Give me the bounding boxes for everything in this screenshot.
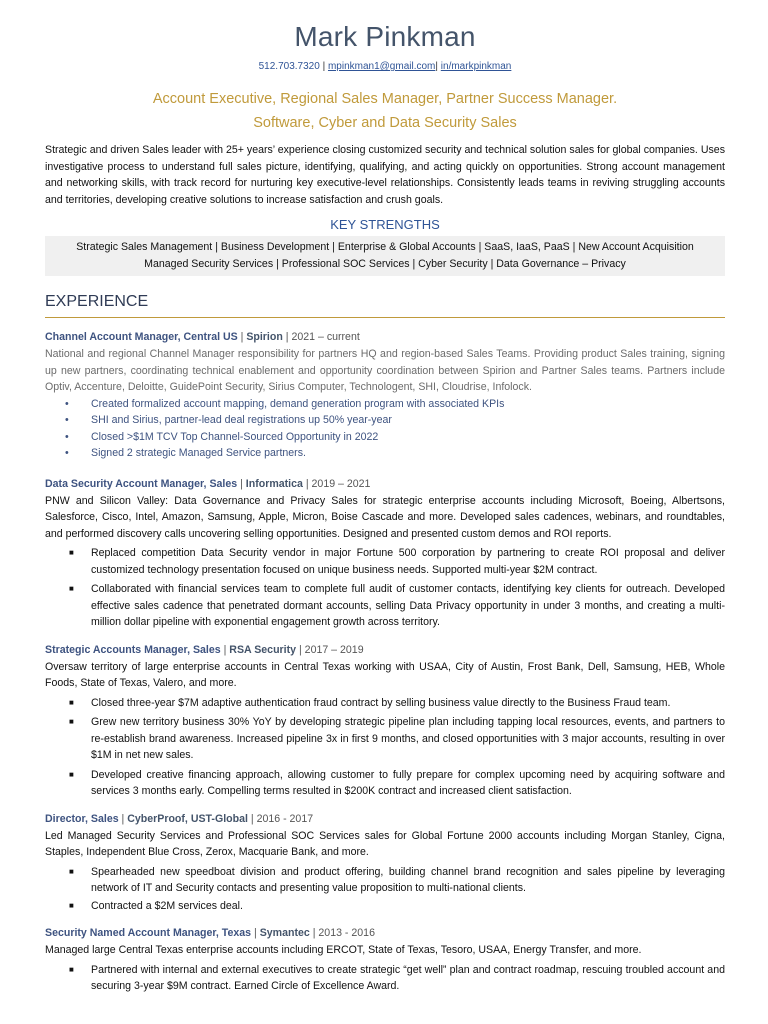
achievement-list bbox=[45, 962, 725, 995]
contact-line: 512.703.7320 | mpinkman1@gmail.com| in/markpinkman bbox=[258, 61, 512, 72]
job-company: CyberProof, UST-Global bbox=[127, 812, 248, 825]
list-item: • Closed >$1M TCV Top Channel-Sourced Opportunity in 2022 bbox=[65, 430, 379, 443]
job-description: Managed large Central Texas enterprise accounts including ERCOT, State of Texas, Tesoro, USAA, Energy Transfer, and more. bbox=[45, 944, 642, 956]
list-item: ■ Spearheaded new speedboat division and product offering, building channel brand recognition and sales pipeline by leveraging network of IT and Security contacts and presenting value proposition to multi-national clients. bbox=[69, 865, 725, 894]
headline-specialty: Software, Cyber and Data Security Sales bbox=[253, 115, 517, 131]
job-entry bbox=[45, 812, 725, 915]
email-link[interactable]: mpinkman1@gmail.com bbox=[327, 61, 436, 72]
key-strengths-heading: KEY STRENGTHS bbox=[330, 217, 440, 232]
list-item: ■ Collaborated with financial services team to complete full audit of customer contacts, identifying key clients for outreach. Developed effective sales cadence that penetrated dormant accounts, selling Data Privacy opportunity in under 3 months, and creating a multi-million dollar pipeline with exponential engagement growth across territory. bbox=[69, 583, 725, 628]
job-dates: 2017 – 2019 bbox=[304, 643, 364, 656]
job-title-line: Director, Sales | CyberProof, UST-Global | 2016 - 2017 bbox=[45, 812, 314, 825]
list-item: • Created formalized account mapping, demand generation program with associated KPIs bbox=[65, 397, 505, 410]
job-entry bbox=[45, 477, 725, 631]
job-title-line: Channel Account Manager, Central US | Spirion | 2021 – current bbox=[45, 331, 360, 343]
job-role: Security Named Account Manager, Texas bbox=[45, 927, 252, 939]
linkedin-link[interactable]: in/markpinkman bbox=[440, 61, 512, 72]
experience-heading: EXPERIENCE bbox=[45, 293, 149, 310]
candidate-name: Mark Pinkman bbox=[294, 21, 476, 52]
resume-page bbox=[45, 0, 725, 995]
achievement-list bbox=[45, 545, 725, 631]
job-description: National and regional Channel Manager responsibility for partners HQ and region-based Sales Teams. Providing product Sales training, signing up new partners, coordinating technical enablement and opportunity coordination between Spirion and Partner Sales teams. Partners include Optiv, Accenture, Deloitte, GuidePoint Security, Sirius Computer, Technologent, SHI, Cloudrise, Infolock. bbox=[45, 348, 725, 393]
list-item: ■ Replaced competition Data Security vendor in major Fortune 500 corporation by partnering to create ROI proposal and deliver customized technology presentation focused on unique business needs. Supported multi-year $2M contract. bbox=[69, 547, 725, 576]
achievement-list bbox=[45, 864, 725, 915]
job-dates: 2021 – current bbox=[291, 331, 360, 343]
job-role: Director, Sales bbox=[45, 812, 119, 825]
job-description: Oversaw territory of large enterprise accounts in Central Texas working with USAA, City of Austin, Frost Bank, Dell, Samsung, HEB, Whole Foods, State of Texas, Valero, and more. bbox=[45, 660, 725, 689]
list-item: • Signed 2 strategic Managed Service partners. bbox=[65, 447, 306, 459]
job-title-line: Security Named Account Manager, Texas | Symantec | 2013 - 2016 bbox=[45, 927, 375, 939]
key-strengths-line: Managed Security Services | Professional SOC Services | Cyber Security | Data Governance – Privacy bbox=[144, 258, 626, 270]
achievement-list bbox=[45, 396, 725, 462]
list-item: ■ Developed creative financing approach, allowing customer to fully prepare for complex upcoming need by acquiring software and services 3 months early. Compelling terms resulted in $200K contract and increased client satisfaction. bbox=[69, 768, 725, 797]
list-item: • SHI and Sirius, partner-lead deal registrations up 50% year-year bbox=[65, 414, 392, 426]
job-entry bbox=[45, 926, 725, 995]
job-dates: 2013 - 2016 bbox=[318, 927, 375, 939]
job-title-line: Strategic Accounts Manager, Sales | RSA Security | 2017 – 2019 bbox=[45, 643, 364, 656]
achievement-list bbox=[45, 695, 725, 800]
job-title-line: Data Security Account Manager, Sales | Informatica | 2019 – 2021 bbox=[45, 477, 371, 490]
phone-number: 512.703.7320 bbox=[258, 61, 320, 72]
section-divider bbox=[45, 317, 725, 318]
job-company: RSA Security bbox=[229, 643, 297, 656]
professional-summary: Strategic and driven Sales leader with 25+ years’ experience closing customized security and technical solution sales for global companies. Uses investigative process to understand full sales picture, identifying, qualifying, and acting quickly on opportunities. Strong account management and networking skills, with track record for nurturing key executive-level relationships. Consistently leads teams in reviving struggling accounts and territories, developing creative solutions to increase satisfaction and crush goals. bbox=[45, 144, 725, 206]
job-company: Spirion bbox=[246, 331, 283, 343]
job-role: Strategic Accounts Manager, Sales bbox=[45, 643, 221, 656]
job-entry bbox=[45, 330, 725, 462]
headline-roles: Account Executive, Regional Sales Manager, Partner Success Manager. bbox=[152, 91, 618, 107]
job-dates: 2019 – 2021 bbox=[311, 477, 371, 490]
list-item: ■ Contracted a $2M services deal. bbox=[69, 899, 243, 912]
list-item: ■ Closed three-year $7M adaptive authentication fraud contract by selling business value directly to the Business Fraud team. bbox=[69, 696, 671, 709]
job-role: Data Security Account Manager, Sales bbox=[45, 477, 238, 490]
job-entry bbox=[45, 643, 725, 800]
list-item: ■ Partnered with internal and external executives to create strategic “get well” plan and contract roadmap, rescuing troubled account and securing 3-year $9M contract. Earned Circle of Excellence Award. bbox=[69, 963, 725, 992]
job-dates: 2016 - 2017 bbox=[256, 812, 314, 825]
job-description: PNW and Silicon Valley: Data Governance and Privacy Sales for strategic enterprise accounts including Microsoft, Boeing, Albertsons, Salesforce, Cisco, Intel, Amazon, Samsung, Apple, Micron, Boise Cascade and more. Developed sales cadences, webinars, and roundtables, and performed discovery calls uncovering selling opportunities. Designed and presented custom demos and ROI reports. bbox=[45, 494, 725, 540]
job-role: Channel Account Manager, Central US bbox=[45, 331, 238, 343]
list-item: ■ Grew new territory business 30% YoY by developing strategic pipeline plan including tapping local resources, events, and partners to re-establish brand awareness. Increased pipeline 3x in first 9 months, and closed opportunities with 3 major accounts, resulting in over $1M in net new sales. bbox=[69, 716, 725, 761]
job-company: Symantec bbox=[259, 927, 310, 939]
key-strengths-line: Strategic Sales Management | Business Development | Enterprise & Global Accounts | SaaS, IaaS, PaaS | New Account Acquisition bbox=[76, 241, 694, 253]
key-strengths-box bbox=[45, 236, 725, 276]
job-company: Informatica bbox=[245, 477, 303, 490]
job-description: Led Managed Security Services and Professional SOC Services sales for Global Fortune 2000 accounts including Morgan Stanley, Cigna, Staples, Independent Blue Cross, Zerox, Macquarie Bank, and more. bbox=[45, 829, 725, 858]
